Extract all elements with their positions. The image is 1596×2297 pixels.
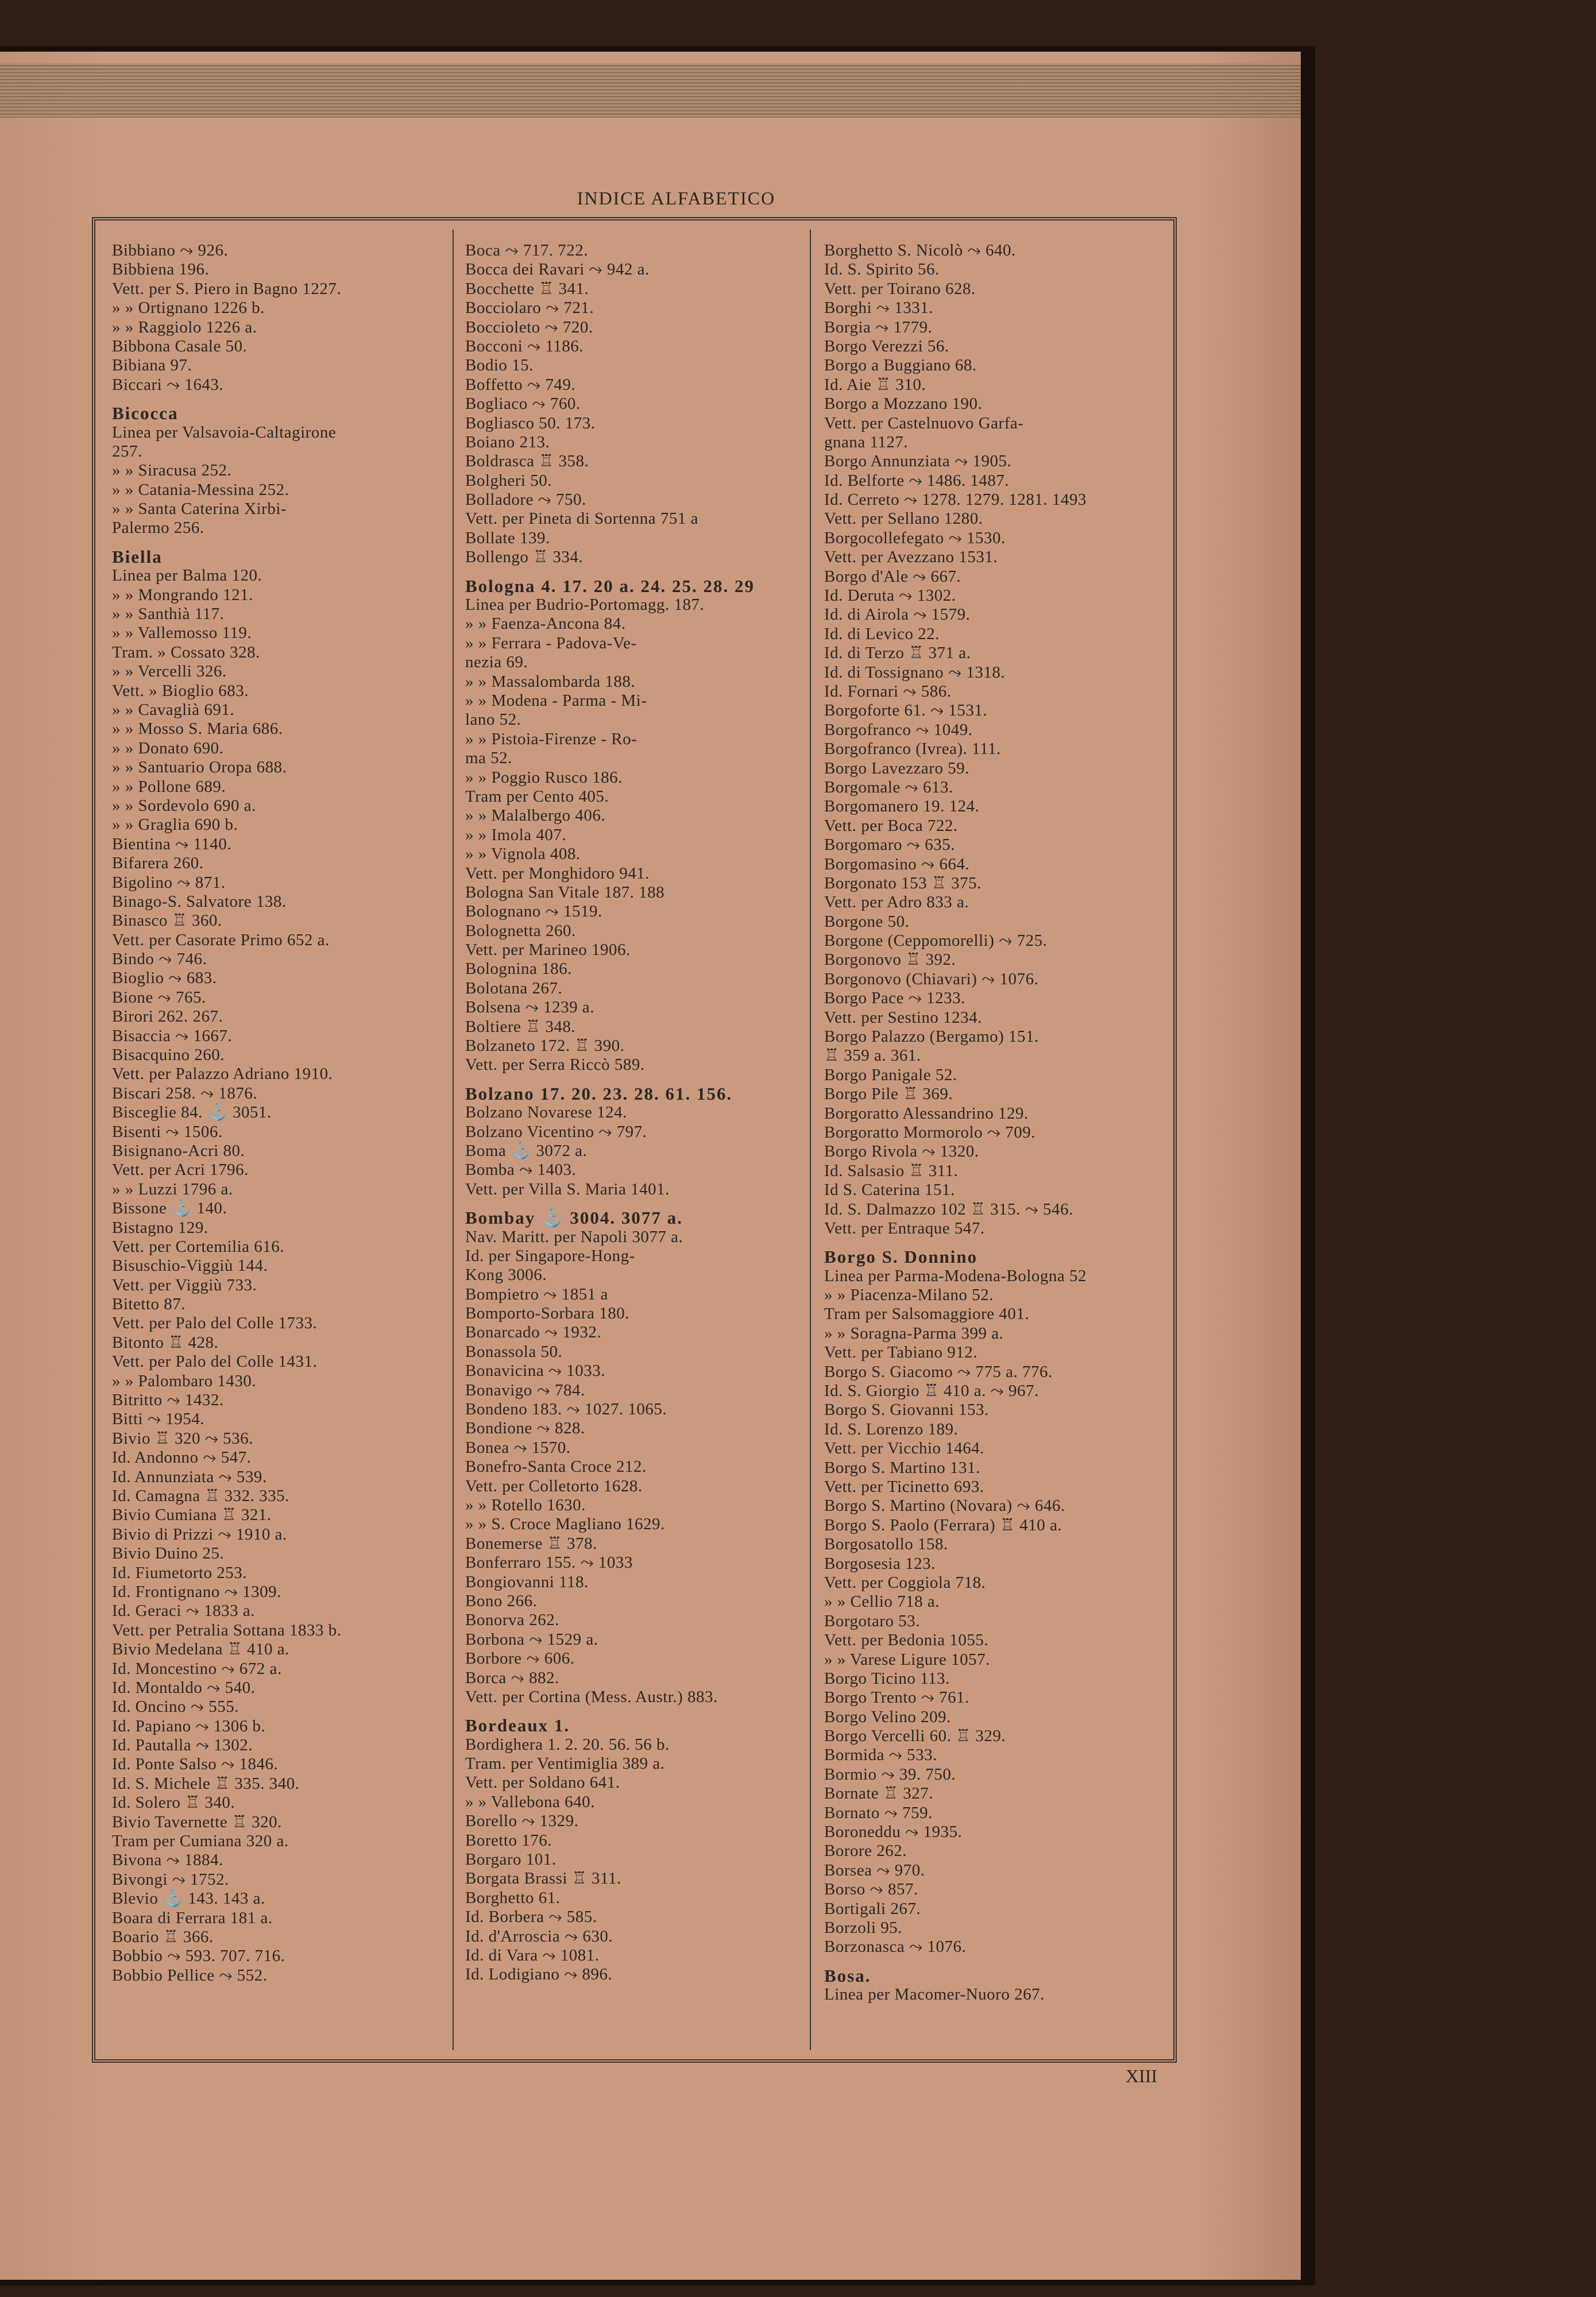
index-entry: » » Vallebona 640. bbox=[465, 1792, 595, 1811]
index-entry: » » Santa Caterina Xirbi- bbox=[112, 500, 287, 519]
index-heading: Biella bbox=[112, 547, 163, 567]
index-entry: Borbore ⤳ 606. bbox=[465, 1649, 575, 1668]
index-entry: Boca ⤳ 717. 722. bbox=[465, 241, 589, 260]
index-entry: Borgia ⤳ 1779. bbox=[824, 318, 933, 337]
index-entry: Bolognano ⤳ 1519. bbox=[465, 902, 602, 921]
index-column-3 bbox=[824, 241, 1157, 2039]
index-entry: Borghetto S. Nicolò ⤳ 640. bbox=[824, 241, 1016, 260]
index-entry: Bollate 139. bbox=[465, 528, 550, 547]
index-entry: » » Faenza-Ancona 84. bbox=[465, 614, 626, 633]
index-entry: » » Vercelli 326. bbox=[112, 662, 227, 681]
index-entry: Id. Camagna ♖ 332. 335. bbox=[112, 1487, 289, 1505]
index-entry: Vett. per Soldano 641. bbox=[465, 1773, 620, 1792]
index-entry: Tram. » Cossato 328. bbox=[112, 643, 260, 662]
index-entry: Bissone ⚓ 140. bbox=[112, 1199, 227, 1218]
index-entry: Vett. per Viggiù 733. bbox=[112, 1275, 257, 1294]
index-entry: Bolzaneto 172. ♖ 390. bbox=[465, 1037, 625, 1055]
index-entry: Bolsena ⤳ 1239 a. bbox=[465, 998, 595, 1017]
index-entry: Borore 262. bbox=[824, 1842, 907, 1861]
index-entry: Borgonovo (Chiavari) ⤳ 1076. bbox=[824, 969, 1039, 988]
index-entry: Bindo ⤳ 746. bbox=[112, 950, 207, 969]
index-entry: Tram. per Ventimiglia 389 a. bbox=[465, 1754, 665, 1773]
index-entry: Borgo a Mozzano 190. bbox=[824, 395, 983, 413]
index-entry: Id. Lodigiano ⤳ 896. bbox=[465, 1965, 613, 1984]
index-entry: Borgone 50. bbox=[824, 912, 910, 931]
index-entry: Id. Solero ♖ 340. bbox=[112, 1793, 235, 1812]
index-entry: Bisacquino 260. bbox=[112, 1046, 225, 1065]
index-entry: Borca ⤳ 882. bbox=[465, 1668, 559, 1687]
index-entry: ♖ 359 a. 361. bbox=[824, 1046, 921, 1065]
index-entry: Bono 266. bbox=[465, 1591, 538, 1610]
index-entry: Id. S. Giorgio ♖ 410 a. ⤳ 967. bbox=[824, 1382, 1039, 1401]
index-entry: Bolladore ⤳ 750. bbox=[465, 490, 586, 509]
index-entry: Palermo 256. bbox=[112, 519, 204, 537]
index-entry: Borgosatollo 158. bbox=[824, 1535, 948, 1554]
index-entry: Biccari ⤳ 1643. bbox=[112, 375, 224, 394]
index-entry: » » Ortignano 1226 b. bbox=[112, 299, 265, 318]
index-entry: Vett. per Acri 1796. bbox=[112, 1161, 249, 1180]
index-entry: Vett. per Serra Riccò 589. bbox=[465, 1055, 645, 1074]
index-entry: Vett. per Sestino 1234. bbox=[824, 1008, 982, 1027]
index-entry: Borso ⤳ 857. bbox=[824, 1880, 918, 1899]
index-entry: Borgata Brassi ♖ 311. bbox=[465, 1869, 621, 1888]
index-entry: Bivio Cumiana ♖ 321. bbox=[112, 1506, 272, 1525]
index-entry: Id. Papiano ⤳ 1306 b. bbox=[112, 1716, 266, 1735]
index-entry: Id. Oncino ⤳ 555. bbox=[112, 1697, 239, 1716]
index-entry: Borgo a Buggiano 68. bbox=[824, 356, 977, 375]
index-entry: Vett. per Avezzano 1531. bbox=[824, 548, 998, 567]
index-entry: Bonavicina ⤳ 1033. bbox=[465, 1362, 606, 1380]
index-entry: Id S. Caterina 151. bbox=[824, 1181, 955, 1200]
column-rule bbox=[453, 230, 454, 2050]
index-entry: Id. d'Arroscia ⤳ 630. bbox=[465, 1927, 613, 1946]
index-entry: Bondione ⤳ 828. bbox=[465, 1419, 585, 1438]
index-entry: Id. Andonno ⤳ 547. bbox=[112, 1448, 252, 1467]
index-entry: Bibbiano ⤳ 926. bbox=[112, 241, 229, 260]
index-entry: Bigolino ⤳ 871. bbox=[112, 873, 226, 892]
index-entry: Id. Ponte Salso ⤳ 1846. bbox=[112, 1755, 279, 1774]
index-entry: Borgo Lavezzaro 59. bbox=[824, 759, 969, 778]
index-heading: Bordeaux 1. bbox=[465, 1716, 570, 1735]
index-entry: Vett. per Palo del Colle 1431. bbox=[112, 1352, 318, 1371]
index-entry: Vett. per Entraque 547. bbox=[824, 1219, 985, 1238]
index-entry: Bifarera 260. bbox=[112, 854, 204, 873]
index-entry: Vett. per Ticinetto 693. bbox=[824, 1478, 984, 1496]
index-entry: Id. Montaldo ⤳ 540. bbox=[112, 1678, 256, 1697]
index-entry: Bibbiena 196. bbox=[112, 260, 210, 279]
index-entry: gnana 1127. bbox=[824, 432, 909, 451]
index-entry: Boara di Ferrara 181 a. bbox=[112, 1908, 273, 1927]
index-entry: Boldrasca ♖ 358. bbox=[465, 452, 589, 471]
index-entry: » » Raggiolo 1226 a. bbox=[112, 318, 257, 337]
index-entry: Id. S. Dalmazzo 102 ♖ 315. ⤳ 546. bbox=[824, 1200, 1073, 1219]
index-entry: Bibiana 97. bbox=[112, 356, 192, 375]
index-entry: Borgocollefegato ⤳ 1530. bbox=[824, 528, 1006, 547]
index-entry: Borgo S. Paolo (Ferrara) ♖ 410 a. bbox=[824, 1515, 1062, 1534]
index-entry: Borsea ⤳ 970. bbox=[824, 1861, 925, 1880]
index-entry: Bobbio Pellice ⤳ 552. bbox=[112, 1966, 268, 1985]
index-entry: Boma ⚓ 3072 a. bbox=[465, 1141, 588, 1160]
index-entry: Id. Salsasio ♖ 311. bbox=[824, 1161, 959, 1180]
index-entry: Vett. per Adro 833 a. bbox=[824, 893, 969, 912]
index-entry: Bogliaco ⤳ 760. bbox=[465, 395, 581, 413]
index-entry: Borgo Palazzo (Bergamo) 151. bbox=[824, 1027, 1039, 1046]
index-entry: Bocconi ⤳ 1186. bbox=[465, 337, 584, 355]
page-edge bbox=[0, 63, 1301, 118]
index-entry: Tram per Cumiana 320 a. bbox=[112, 1832, 289, 1851]
index-entry: Borgo S. Giovanni 153. bbox=[824, 1401, 989, 1420]
index-entry: Bisuschio-Viggiù 144. bbox=[112, 1256, 268, 1275]
index-entry: Id. Pautalla ⤳ 1302. bbox=[112, 1736, 253, 1755]
index-entry: Bonarcado ⤳ 1932. bbox=[465, 1323, 602, 1342]
index-column-2 bbox=[465, 241, 795, 2039]
index-entry: Bioglio ⤳ 683. bbox=[112, 969, 217, 988]
index-entry: Bonassola 50. bbox=[465, 1342, 563, 1361]
index-entry: Vett. per Monghidoro 941. bbox=[465, 864, 650, 883]
index-entry: Bientina ⤳ 1140. bbox=[112, 834, 232, 853]
index-entry: Id. di Vara ⤳ 1081. bbox=[465, 1946, 600, 1965]
index-entry: Borgoforte 61. ⤳ 1531. bbox=[824, 701, 988, 720]
index-entry: Borgofranco (Ivrea). 111. bbox=[824, 740, 1001, 759]
index-heading: Bombay ⚓ 3004. 3077 a. bbox=[465, 1208, 683, 1228]
index-entry: Borgo Panigale 52. bbox=[824, 1065, 957, 1084]
index-entry: Vett. per Vicchio 1464. bbox=[824, 1439, 985, 1458]
index-entry: Kong 3006. bbox=[465, 1266, 547, 1285]
index-entry: Id. Cerreto ⤳ 1278. 1279. 1281. 1493 bbox=[824, 490, 1087, 509]
index-entry: Linea per Budrio-Portomagg. 187. bbox=[465, 595, 705, 614]
index-entry: Boltiere ♖ 348. bbox=[465, 1017, 576, 1036]
index-entry: Id. Fiumetorto 253. bbox=[112, 1563, 248, 1582]
index-heading: Bicocca bbox=[112, 404, 179, 423]
index-entry: » » Vallemosso 119. bbox=[112, 624, 252, 643]
index-entry: Linea per Balma 120. bbox=[112, 566, 262, 585]
index-entry: Bivongi ⤳ 1752. bbox=[112, 1870, 229, 1889]
index-entry: Boario ♖ 366. bbox=[112, 1927, 214, 1946]
index-entry: Borghetto 61. bbox=[465, 1888, 561, 1907]
index-entry: » » Graglia 690 b. bbox=[112, 815, 238, 834]
index-entry: » » Cellio 718 a. bbox=[824, 1592, 940, 1611]
index-entry: » » Palombaro 1430. bbox=[112, 1371, 257, 1390]
index-entry: Bitetto 87. bbox=[112, 1295, 186, 1314]
index-entry: Bolzano Novarese 124. bbox=[465, 1103, 627, 1122]
index-entry: Borgomaro ⤳ 635. bbox=[824, 836, 956, 854]
index-entry: Linea per Parma-Modena-Bologna 52 bbox=[824, 1266, 1087, 1285]
index-entry: Borgomale ⤳ 613. bbox=[824, 778, 953, 796]
index-entry: Borgo Ticino 113. bbox=[824, 1669, 950, 1688]
index-entry: ma 52. bbox=[465, 749, 512, 768]
index-entry: Bisceglie 84. ⚓ 3051. bbox=[112, 1103, 272, 1122]
index-entry: Bolotana 267. bbox=[465, 979, 563, 997]
index-entry: Borgo Annunziata ⤳ 1905. bbox=[824, 452, 1012, 471]
index-entry: Borzonasca ⤳ 1076. bbox=[824, 1938, 967, 1956]
index-entry: » » Soragna-Parma 399 a. bbox=[824, 1324, 1004, 1343]
index-entry: Bocca dei Ravari ⤳ 942 a. bbox=[465, 260, 650, 279]
index-entry: Id. S. Michele ♖ 335. 340. bbox=[112, 1774, 300, 1793]
index-entry: lano 52. bbox=[465, 710, 521, 729]
index-entry: Vett. per Marineo 1906. bbox=[465, 941, 631, 960]
index-entry: Boroneddu ⤳ 1935. bbox=[824, 1823, 963, 1842]
index-entry: Vett. per S. Piero in Bagno 1227. bbox=[112, 279, 342, 298]
index-entry: » » Santuario Oropa 688. bbox=[112, 758, 287, 777]
index-entry: Bormida ⤳ 533. bbox=[824, 1746, 937, 1765]
index-entry: Vett. per Casorate Primo 652 a. bbox=[112, 930, 330, 949]
index-entry: Bordighera 1. 2. 20. 56. 56 b. bbox=[465, 1735, 670, 1754]
index-entry: Id. Moncestino ⤳ 672 a. bbox=[112, 1659, 282, 1678]
index-entry: » » S. Croce Magliano 1629. bbox=[465, 1515, 665, 1534]
index-entry: » » Cavaglià 691. bbox=[112, 700, 235, 719]
index-entry: Bonea ⤳ 1570. bbox=[465, 1438, 571, 1457]
index-entry: Id. Deruta ⤳ 1302. bbox=[824, 586, 956, 605]
index-entry: Id. per Singapore-Hong- bbox=[465, 1246, 635, 1265]
index-entry: Bitti ⤳ 1954. bbox=[112, 1410, 205, 1429]
index-entry: Bolognina 186. bbox=[465, 960, 572, 979]
running-head: INDICE ALFABETICO bbox=[577, 188, 776, 208]
index-entry: Bonorva 262. bbox=[465, 1611, 559, 1630]
index-entry: Tram per Salsomaggiore 401. bbox=[824, 1305, 1030, 1324]
index-entry: Boffetto ⤳ 749. bbox=[465, 375, 576, 394]
index-entry: Bivio Medelana ♖ 410 a. bbox=[112, 1640, 289, 1659]
index-entry: Bollengo ♖ 334. bbox=[465, 548, 583, 567]
index-entry: Borgomanero 19. 124. bbox=[824, 797, 980, 816]
index-heading: Borgo S. Donnino bbox=[824, 1247, 978, 1267]
index-entry: Borgo S. Giacomo ⤳ 775 a. 776. bbox=[824, 1362, 1053, 1381]
index-entry: Bornato ⤳ 759. bbox=[824, 1803, 933, 1822]
index-entry: Bologna San Vitale 187. 188 bbox=[465, 883, 665, 902]
index-entry: Binago-S. Salvatore 138. bbox=[112, 892, 287, 911]
index-entry: Vett. per Sellano 1280. bbox=[824, 509, 983, 528]
index-entry: Vett. per Petralia Sottana 1833 b. bbox=[112, 1621, 342, 1639]
index-entry: Tram per Cento 405. bbox=[465, 787, 609, 806]
index-entry: Id. S. Lorenzo 189. bbox=[824, 1420, 959, 1438]
index-entry: Borgo Pile ♖ 369. bbox=[824, 1085, 953, 1104]
index-entry: Boccioleto ⤳ 720. bbox=[465, 318, 593, 337]
page-number: XIII bbox=[1125, 2066, 1157, 2086]
index-entry: Id. Aie ♖ 310. bbox=[824, 375, 926, 394]
index-heading: Bologna 4. 17. 20 a. 24. 25. 28. 29 bbox=[465, 576, 755, 596]
index-entry: Bompietro ⤳ 1851 a bbox=[465, 1285, 608, 1304]
index-entry: Borgoratto Mormorolo ⤳ 709. bbox=[824, 1123, 1036, 1142]
index-entry: Bomba ⤳ 1403. bbox=[465, 1161, 577, 1180]
index-entry: Bivona ⤳ 1884. bbox=[112, 1851, 223, 1870]
index-entry: » » Luzzi 1796 a. bbox=[112, 1180, 233, 1198]
index-entry: Bortigali 267. bbox=[824, 1899, 921, 1918]
index-heading: Bosa. bbox=[824, 1966, 871, 1986]
index-entry: Biscari 258. ⤳ 1876. bbox=[112, 1084, 258, 1103]
index-entry: Vett. per Colletorto 1628. bbox=[465, 1476, 643, 1495]
index-entry: » » Pollone 689. bbox=[112, 777, 226, 796]
index-entry: Id. di Levico 22. bbox=[824, 624, 940, 643]
index-entry: Vett. per Cortina (Mess. Austr.) 883. bbox=[465, 1687, 718, 1706]
index-entry: Bodio 15. bbox=[465, 356, 534, 375]
index-entry: Borgoratto Alessandrino 129. bbox=[824, 1104, 1029, 1123]
index-entry: Id. Belforte ⤳ 1486. 1487. bbox=[824, 471, 1010, 490]
index-entry: » » Modena - Parma - Mi- bbox=[465, 691, 647, 710]
index-entry: Id. Annunziata ⤳ 539. bbox=[112, 1467, 267, 1486]
index-entry: » » Santhià 117. bbox=[112, 605, 225, 624]
index-entry: Bocchette ♖ 341. bbox=[465, 279, 589, 298]
index-entry: » » Donato 690. bbox=[112, 738, 224, 757]
index-entry: Boiano 213. bbox=[465, 432, 550, 451]
index-entry: Borgo d'Ale ⤳ 667. bbox=[824, 567, 961, 586]
index-entry: Vett. per Boca 722. bbox=[824, 816, 958, 835]
index-entry: Boretto 176. bbox=[465, 1831, 552, 1850]
index-entry: Borgonovo ♖ 392. bbox=[824, 950, 956, 969]
index-entry: Borgo Velino 209. bbox=[824, 1707, 951, 1726]
index-entry: » » Siracusa 252. bbox=[112, 461, 232, 480]
index-entry: » » Ferrara - Padova-Ve- bbox=[465, 633, 637, 652]
index-entry: Bomporto-Sorbara 180. bbox=[465, 1304, 629, 1323]
index-entry: Linea per Macomer-Nuoro 267. bbox=[824, 1985, 1045, 2004]
index-entry: Bongiovanni 118. bbox=[465, 1572, 589, 1591]
index-entry: » » Piacenza-Milano 52. bbox=[824, 1286, 994, 1305]
index-entry: Borello ⤳ 1329. bbox=[465, 1812, 579, 1831]
index-entry: Bondeno 183. ⤳ 1027. 1065. bbox=[465, 1400, 667, 1419]
index-entry: Bivio Duino 25. bbox=[112, 1544, 225, 1563]
index-entry: » » Pistoia-Firenze - Ro- bbox=[465, 729, 637, 748]
index-entry: Nav. Maritt. per Napoli 3077 a. bbox=[465, 1227, 683, 1246]
index-entry: Borbona ⤳ 1529 a. bbox=[465, 1630, 598, 1649]
index-entry: » » Mongrando 121. bbox=[112, 585, 253, 604]
index-entry: Vett. per Palazzo Adriano 1910. bbox=[112, 1065, 333, 1084]
index-entry: Borgosesia 123. bbox=[824, 1554, 936, 1573]
index-entry: » » Malalbergo 406. bbox=[465, 806, 606, 825]
index-entry: Bivio Tavernette ♖ 320. bbox=[112, 1812, 282, 1831]
index-entry: » » Imola 407. bbox=[465, 825, 567, 844]
index-entry: Vett. per Toirano 628. bbox=[824, 279, 976, 298]
index-column-1 bbox=[112, 241, 439, 2039]
index-entry: Id. Geraci ⤳ 1833 a. bbox=[112, 1602, 256, 1621]
index-entry: Borghi ⤳ 1331. bbox=[824, 299, 933, 318]
index-entry: Id. Fornari ⤳ 586. bbox=[824, 682, 952, 701]
index-entry: Borgofranco ⤳ 1049. bbox=[824, 720, 973, 739]
index-entry: Bobbio ⤳ 593. 707. 716. bbox=[112, 1947, 285, 1966]
index-entry: Bocciolaro ⤳ 721. bbox=[465, 299, 594, 318]
index-entry: Borgone (Ceppomorelli) ⤳ 725. bbox=[824, 931, 1048, 950]
index-entry: » » Massalombarda 188. bbox=[465, 672, 636, 691]
index-entry: Borgo Rivola ⤳ 1320. bbox=[824, 1142, 979, 1161]
index-entry: Blevio ⚓ 143. 143 a. bbox=[112, 1889, 265, 1908]
index-entry: » » Sordevolo 690 a. bbox=[112, 796, 256, 815]
index-entry: Borgo Vercelli 60. ♖ 329. bbox=[824, 1727, 1006, 1746]
index-entry: Id. di Terzo ♖ 371 a. bbox=[824, 644, 971, 663]
index-entry: Bonemerse ♖ 378. bbox=[465, 1534, 597, 1553]
index-entry: Borgomasino ⤳ 664. bbox=[824, 854, 970, 873]
index-entry: Bonferraro 155. ⤳ 1033 bbox=[465, 1553, 633, 1572]
index-entry: Id. Borbera ⤳ 585. bbox=[465, 1908, 597, 1927]
index-entry: Borgo Verezzi 56. bbox=[824, 337, 949, 355]
index-entry: Vett. » Bioglio 683. bbox=[112, 681, 249, 700]
index-heading: Bolzano 17. 20. 23. 28. 61. 156. bbox=[465, 1084, 733, 1104]
index-entry: Bivio di Prizzi ⤳ 1910 a. bbox=[112, 1525, 287, 1544]
index-entry: Bornate ♖ 327. bbox=[824, 1784, 934, 1803]
index-entry: Bolzano Vicentino ⤳ 797. bbox=[465, 1122, 647, 1141]
index-entry: Borgaro 101. bbox=[465, 1850, 557, 1869]
index-entry: Vett. per Palo del Colle 1733. bbox=[112, 1314, 318, 1333]
index-entry: » » Mosso S. Maria 686. bbox=[112, 720, 283, 738]
index-entry: Borzoli 95. bbox=[824, 1918, 902, 1937]
index-entry: Id. S. Spirito 56. bbox=[824, 260, 940, 279]
index-entry: Bivio ♖ 320 ⤳ 536. bbox=[112, 1429, 253, 1448]
index-entry: » » Rotello 1630. bbox=[465, 1496, 586, 1514]
index-entry: Borgonato 153 ♖ 375. bbox=[824, 873, 981, 892]
index-entry: Borgo S. Martino 131. bbox=[824, 1458, 980, 1477]
index-entry: Borgo Pace ⤳ 1233. bbox=[824, 989, 965, 1008]
index-entry: Vett. per Cortemilia 616. bbox=[112, 1237, 285, 1256]
index-entry: » » Vignola 408. bbox=[465, 845, 581, 864]
index-entry: Bibbona Casale 50. bbox=[112, 337, 248, 355]
index-entry: Bisenti ⤳ 1506. bbox=[112, 1122, 223, 1141]
index-entry: Vett. per Castelnuovo Garfa- bbox=[824, 413, 1024, 432]
index-entry: Borgo Trento ⤳ 761. bbox=[824, 1688, 969, 1707]
index-entry: Id. Frontignano ⤳ 1309. bbox=[112, 1582, 281, 1601]
index-entry: Vett. per Coggiola 718. bbox=[824, 1573, 986, 1592]
index-entry: Bistagno 129. bbox=[112, 1218, 208, 1237]
index-entry: Id. di Tossignano ⤳ 1318. bbox=[824, 663, 1006, 682]
index-entry: Bolgheri 50. bbox=[465, 471, 552, 490]
index-entry: Vett. per Pineta di Sortenna 751 a bbox=[465, 509, 698, 528]
index-entry: nezia 69. bbox=[465, 653, 528, 672]
index-entry: Bitonto ♖ 428. bbox=[112, 1333, 219, 1352]
index-entry: » » Varese Ligure 1057. bbox=[824, 1650, 990, 1669]
index-entry: » » Catania-Messina 252. bbox=[112, 480, 289, 499]
index-entry: Bione ⤳ 765. bbox=[112, 988, 206, 1007]
index-entry: Id. di Airola ⤳ 1579. bbox=[824, 605, 971, 624]
index-entry: Bogliasco 50. 173. bbox=[465, 413, 596, 432]
index-entry: Vett. per Bedonia 1055. bbox=[824, 1631, 989, 1650]
index-entry: Bonefro-Santa Croce 212. bbox=[465, 1457, 647, 1476]
index-entry: Bormio ⤳ 39. 750. bbox=[824, 1765, 956, 1784]
index-entry: Birori 262. 267. bbox=[112, 1007, 223, 1026]
index-entry: Vett. per Villa S. Maria 1401. bbox=[465, 1180, 670, 1198]
index-entry: Bitritto ⤳ 1432. bbox=[112, 1391, 224, 1410]
index-entry: Linea per Valsavoia-Caltagirone bbox=[112, 423, 337, 442]
index-entry: Bonavigo ⤳ 784. bbox=[465, 1380, 585, 1399]
index-entry: Vett. per Tabiano 912. bbox=[824, 1343, 977, 1362]
index-entry: Bisignano-Acri 80. bbox=[112, 1141, 245, 1160]
column-rule bbox=[810, 230, 811, 2050]
index-entry: 257. bbox=[112, 442, 142, 461]
index-entry: Borgotaro 53. bbox=[824, 1611, 921, 1630]
index-entry: Bolognetta 260. bbox=[465, 921, 576, 940]
index-entry: Borgo S. Martino (Novara) ⤳ 646. bbox=[824, 1496, 1065, 1515]
index-entry: » » Poggio Rusco 186. bbox=[465, 768, 623, 787]
index-entry: Binasco ♖ 360. bbox=[112, 911, 222, 930]
index-entry: Bisaccia ⤳ 1667. bbox=[112, 1026, 233, 1045]
